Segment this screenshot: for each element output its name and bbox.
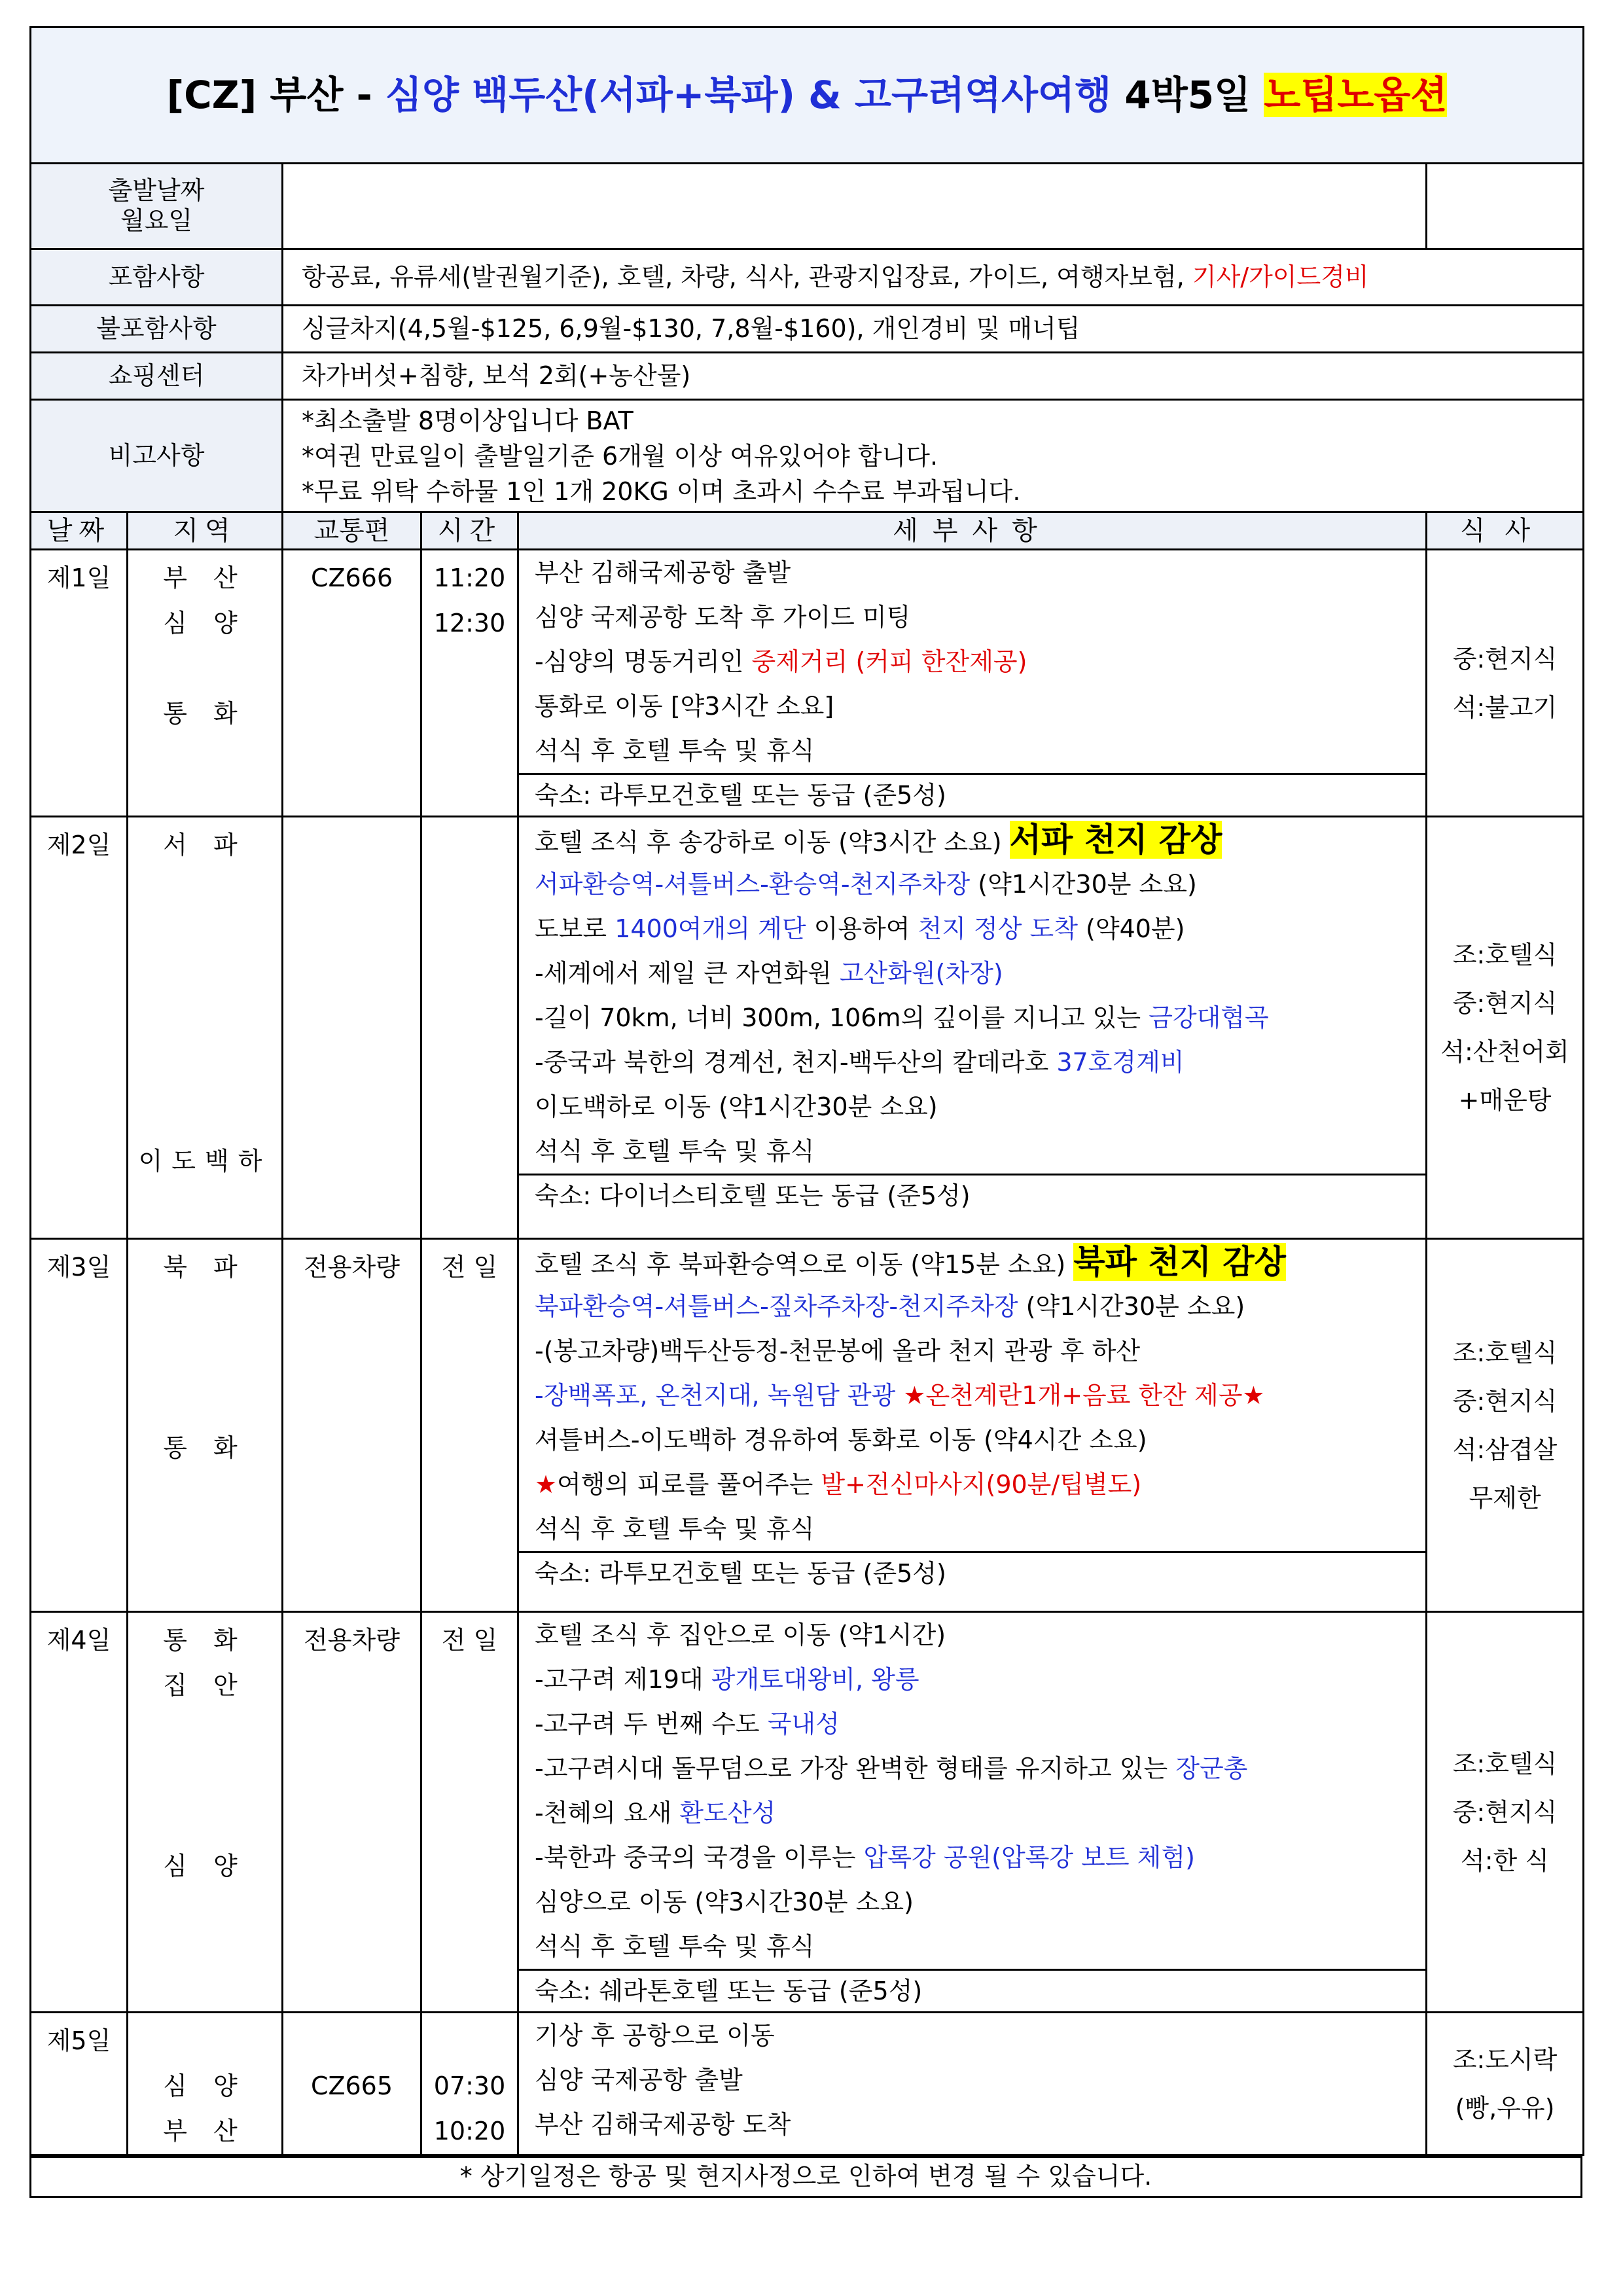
- detail-line: [519, 1462, 1425, 1507]
- detail-segment: 심양 국제공항 출발: [535, 2066, 743, 2094]
- detail-line: [519, 996, 1425, 1040]
- day-details: [518, 1239, 1427, 1612]
- day-label: [31, 817, 128, 1239]
- included-text-red: 기사/가이드경비: [1192, 262, 1369, 291]
- meal-item: 무제한: [1469, 1483, 1541, 1513]
- region-name: 이도백하: [138, 1147, 272, 1175]
- detail-segment: -길이 70km, 너비 300m, 106m의 깊이를 지니고 있는: [535, 1003, 1149, 1032]
- day-label: [31, 1239, 128, 1612]
- detail-segment: 부산 김해국제공항 도착: [535, 2110, 791, 2139]
- included-text: 항공료, 유류세(발권월기준), 호텔, 차량, 식사, 관광지입장료, 가이드, 여행자보험,: [302, 262, 1192, 291]
- remarks-label: 비고사항: [31, 400, 283, 512]
- day-meals: [1427, 817, 1584, 1239]
- region-name: [128, 958, 281, 1003]
- detail-line: [519, 1329, 1425, 1373]
- day-regions: [128, 1612, 283, 2013]
- region-name: [128, 1003, 281, 1049]
- title-duration: 4박5일: [1111, 72, 1264, 117]
- meal-item: 조:도시락: [1452, 2045, 1558, 2074]
- detail-segment: 이용하여: [806, 914, 918, 943]
- detail-segment: 고산화원(차장): [839, 959, 1003, 988]
- day-regions: [128, 817, 283, 1239]
- detail-segment: 북파환승역-셔틀버스-짚차주차장-천지주차장: [535, 1292, 1018, 1321]
- included-label: 포함사항: [31, 249, 283, 306]
- detail-segment: 환도산성: [679, 1799, 776, 1827]
- time-value: 11:20: [433, 564, 506, 592]
- time-value: 10:20: [433, 2117, 506, 2145]
- day-label: [31, 2013, 128, 2155]
- document-title: [31, 27, 1584, 164]
- remarks-value: [283, 400, 1584, 512]
- detail-line: [519, 1507, 1425, 1551]
- detail-segment: 호텔 조식 후 집안으로 이동 (약1시간): [535, 1621, 946, 1649]
- detail-segment: 금강대협곡: [1149, 1003, 1269, 1032]
- departure-label-line2: 월요일: [120, 206, 193, 235]
- meal-item: 중:현지식: [1452, 1797, 1558, 1827]
- detail-line: [519, 862, 1425, 906]
- day-times: [421, 1239, 518, 1612]
- detail-line: [519, 1418, 1425, 1462]
- region-name: [128, 1753, 281, 1799]
- time-value: 07:30: [433, 2072, 506, 2100]
- detail-line: [519, 1702, 1425, 1746]
- detail-segment: 기상 후 공항으로 이동: [535, 2021, 775, 2050]
- day-regions: [128, 550, 283, 817]
- detail-segment: 통화로 이동 [약3시간 소요]: [535, 692, 834, 721]
- detail-line: [519, 550, 1425, 595]
- transport-value: 전용차량: [304, 1253, 400, 1282]
- day-times: [421, 817, 518, 1239]
- detail-line: [519, 1373, 1425, 1418]
- transport-value: 전용차량: [304, 1626, 400, 1655]
- detail-line: [519, 1613, 1425, 1657]
- detail-segment: 광개토대왕비, 왕릉: [711, 1665, 919, 1694]
- day-transport: [283, 2013, 421, 2155]
- detail-segment: -장백폭포, 온천지대, 녹원담 관광: [535, 1381, 904, 1410]
- detail-segment: -고구려 제19대: [535, 1665, 711, 1694]
- detail-segment: 석식 후 호텔 투숙 및 휴식: [535, 1137, 815, 1166]
- detail-segment: 석식 후 호텔 투숙 및 휴식: [535, 1515, 815, 1543]
- detail-line: [519, 2013, 1425, 2058]
- day-number: 제2일: [46, 831, 111, 859]
- detail-line: [519, 1129, 1425, 1174]
- detail-line: [519, 728, 1425, 773]
- detail-segment: (약1시간30분 소요): [970, 870, 1197, 899]
- hotel-stay: 숙소: 라투모건호텔 또는 동급 (준5성): [519, 773, 1425, 816]
- meal-item: 중:현지식: [1452, 644, 1558, 673]
- day-times: [421, 550, 518, 817]
- day-meals: [1427, 2013, 1584, 2155]
- meal-item: 석:산천어회: [1440, 1037, 1569, 1066]
- header-meal: 식사: [1427, 512, 1584, 550]
- day-transport: [283, 550, 421, 817]
- day-number: 제5일: [46, 2026, 111, 2055]
- day-number: 제3일: [46, 1253, 111, 1282]
- detail-segment: 여행의 피로를 풀어주는: [557, 1470, 821, 1499]
- meal-item: 조:호텔식: [1452, 941, 1558, 969]
- transport-value: [283, 2018, 420, 2064]
- detail-segment: 석식 후 호텔 투숙 및 휴식: [535, 1932, 815, 1961]
- region-name: 북 파: [163, 1253, 247, 1282]
- region-name: [128, 1094, 281, 1139]
- detail-segment: -(봉고차량)백두산등정-천문봉에 올라 천지 관광 후 하산: [535, 1336, 1141, 1365]
- detail-segment: -세계에서 제일 큰 자연화원: [535, 959, 840, 988]
- departure-value-b[interactable]: [1427, 164, 1584, 249]
- itinerary-table: [29, 26, 1584, 2156]
- detail-segment: 37호경계비: [1056, 1048, 1185, 1077]
- remark-line: *무료 위탁 수하물 1인 1개 20KG 이며 초과시 수수료 부과됩니다.: [302, 476, 1021, 506]
- detail-line: [519, 817, 1425, 862]
- region-name: 통 화: [163, 1626, 247, 1655]
- detail-segment: 북파 천지 감상: [1073, 1243, 1286, 1281]
- region-name: 서 파: [163, 831, 247, 859]
- header-transport: 교통편: [283, 512, 421, 550]
- day-times: [421, 2013, 518, 2155]
- region-name: [128, 1799, 281, 1844]
- region-name: [128, 1708, 281, 1753]
- detail-line: [519, 906, 1425, 951]
- header-date: 날짜: [31, 512, 128, 550]
- day-label: [31, 1612, 128, 2013]
- remark-line: *최소출발 8명이상입니다 BAT: [302, 406, 633, 435]
- time-value: 12:30: [433, 609, 506, 637]
- day-label: [31, 550, 128, 817]
- meal-item: 중:현지식: [1452, 989, 1558, 1018]
- meal-item: 석:불고기: [1452, 692, 1558, 722]
- departure-label-line1: 출발날짜: [108, 176, 205, 206]
- detail-segment: 서파 천지 감상: [1009, 821, 1222, 859]
- header-detail: 세부사항: [518, 512, 1427, 550]
- detail-segment: 호텔 조식 후 북파환승역으로 이동 (약15분 소요): [535, 1250, 1074, 1279]
- hotel-stay: 숙소: 라투모건호텔 또는 동급 (준5성): [519, 1551, 1425, 1594]
- region-name: [128, 913, 281, 958]
- detail-segment: 셔틀버스-이도백하 경유하여 통화로 이동 (약4시간 소요): [535, 1426, 1147, 1454]
- detail-segment: (약1시간30분 소요): [1018, 1292, 1245, 1321]
- detail-segment: ★: [535, 1470, 558, 1499]
- detail-line: [519, 1924, 1425, 1969]
- detail-segment: 심양 국제공항 도착 후 가이드 미팅: [535, 603, 911, 632]
- detail-segment: 석식 후 호텔 투숙 및 휴식: [535, 736, 815, 765]
- detail-segment: 장군총: [1175, 1754, 1248, 1783]
- day-transport: [283, 1612, 421, 2013]
- region-name: 부 산: [163, 564, 247, 592]
- title-route: 심양 백두산(서파+북파) & 고구려역사여행: [385, 72, 1112, 117]
- day-row: [31, 1239, 1584, 1612]
- detail-segment: 서파환승역-셔틀버스-환승역-천지주차장: [535, 870, 971, 899]
- region-name: 집 안: [163, 1671, 247, 1700]
- day-number: 제1일: [46, 564, 111, 592]
- excluded-label: 불포함사항: [31, 306, 283, 353]
- time-value: 전 일: [441, 1253, 498, 1282]
- detail-segment: 중제거리 (커피 한잔제공): [751, 647, 1027, 676]
- title-prefix: [CZ] 부산 -: [166, 72, 385, 117]
- meal-item: 석:한 식: [1461, 1846, 1550, 1875]
- detail-segment: 호텔 조식 후 송강하로 이동 (약3시간 소요): [535, 828, 1010, 857]
- header-time: 시간: [421, 512, 518, 550]
- day-details: [518, 550, 1427, 817]
- detail-segment: 국내성: [767, 1710, 840, 1738]
- day-row: [31, 1612, 1584, 2013]
- time-value: [422, 2018, 517, 2064]
- detail-line: [519, 1657, 1425, 1702]
- detail-line: [519, 951, 1425, 996]
- excluded-value: 싱글차지(4,5월-$125, 6,9월-$130, 7,8월-$160), 개인경비 및 매너팁: [283, 306, 1584, 353]
- detail-segment: 부산 김해국제공항 출발: [535, 558, 791, 587]
- day-times: [421, 1612, 518, 2013]
- detail-line: [519, 2102, 1425, 2147]
- detail-line: [519, 1746, 1425, 1791]
- day-regions: [128, 2013, 283, 2155]
- schedule-header-row: [31, 512, 1584, 550]
- detail-segment: (약40분): [1077, 914, 1185, 943]
- region-name: [128, 1380, 281, 1426]
- detail-segment: ★온천계란1개+음료 한잔 제공★: [903, 1381, 1265, 1410]
- detail-line: [519, 1791, 1425, 1835]
- shopping-label: 쇼핑센터: [31, 353, 283, 400]
- detail-segment: 이도백하로 이동 (약1시간30분 소요): [535, 1092, 938, 1121]
- day-row: [31, 817, 1584, 1239]
- header-region: 지역: [128, 512, 283, 550]
- day-transport: [283, 817, 421, 1239]
- day-details: [518, 1612, 1427, 2013]
- footer-note: * 상기일정은 항공 및 현지사정으로 인하여 변경 될 수 있습니다.: [31, 2157, 1582, 2197]
- region-name: [128, 1335, 281, 1380]
- detail-line: [519, 595, 1425, 639]
- title-badge: 노팁노옵션: [1264, 72, 1448, 117]
- transport-value: CZ666: [310, 564, 393, 592]
- detail-segment: 발+전신마사지(90분/팁별도): [821, 1470, 1142, 1499]
- shopping-value: 차가버섯+침향, 보석 2회(+농산물): [283, 353, 1584, 400]
- detail-line: [519, 1284, 1425, 1329]
- detail-segment: -고구려 두 번째 수도: [535, 1710, 768, 1738]
- footer-table: [29, 2156, 1582, 2198]
- region-name: [128, 1290, 281, 1335]
- detail-line: [519, 684, 1425, 728]
- hotel-stay: 숙소: 쉐라톤호텔 또는 동급 (준5성): [519, 1969, 1425, 2011]
- detail-segment: 도보로: [535, 914, 615, 943]
- region-name: 심 양: [163, 609, 247, 637]
- detail-segment: -북한과 중국의 국경을 이루는: [535, 1843, 864, 1872]
- region-name: 심 양: [163, 2072, 247, 2100]
- meal-item: 조:호텔식: [1452, 1338, 1558, 1367]
- day-regions: [128, 1239, 283, 1612]
- time-value: 전 일: [441, 1626, 498, 1655]
- detail-line: [519, 1085, 1425, 1129]
- detail-line: [519, 2058, 1425, 2102]
- region-name: 통 화: [163, 1433, 247, 1462]
- departure-value-a[interactable]: [283, 164, 1427, 249]
- itinerary-document: [29, 26, 1582, 2198]
- day-meals: [1427, 1239, 1584, 1612]
- detail-segment: -중국과 북한의 경계선, 천지-백두산의 칼데라호: [535, 1048, 1057, 1077]
- transport-value: CZ665: [310, 2072, 393, 2100]
- detail-line: [519, 1240, 1425, 1284]
- day-transport: [283, 1239, 421, 1612]
- detail-segment: -고구려시대 돌무덤으로 가장 완벽한 형태를 유지하고 있는: [535, 1754, 1176, 1783]
- region-name: [128, 646, 281, 691]
- day-meals: [1427, 550, 1584, 817]
- day-details: [518, 2013, 1427, 2155]
- day-number: 제4일: [46, 1626, 111, 1655]
- day-details: [518, 817, 1427, 1239]
- region-name: [128, 868, 281, 913]
- detail-line: [519, 639, 1425, 684]
- region-name: 부 산: [163, 2117, 247, 2145]
- detail-segment: -천혜의 요새: [535, 1799, 680, 1827]
- detail-segment: 심양으로 이동 (약3시간30분 소요): [535, 1888, 914, 1916]
- detail-line: [519, 1040, 1425, 1085]
- hotel-stay: 숙소: 다이너스티호텔 또는 동급 (준5성): [519, 1174, 1425, 1216]
- departure-label: [31, 164, 283, 249]
- remark-line: *여권 만료일이 출발일기준 6개월 이상 여유있어야 합니다.: [302, 441, 938, 471]
- meal-item: 조:호텔식: [1452, 1749, 1558, 1778]
- detail-segment: 압록강 공원(압록강 보트 체험): [863, 1843, 1195, 1872]
- region-name: [128, 2018, 281, 2064]
- region-name: 심 양: [163, 1852, 247, 1880]
- detail-segment: -심양의 명동거리인: [535, 647, 752, 676]
- detail-line: [519, 1880, 1425, 1924]
- included-value: [283, 249, 1584, 306]
- day-meals: [1427, 1612, 1584, 2013]
- meal-item: 중:현지식: [1452, 1386, 1558, 1416]
- detail-line: [519, 1835, 1425, 1880]
- meal-item: +매운탕: [1458, 1086, 1552, 1115]
- region-name: 통 화: [163, 699, 247, 728]
- day-row: [31, 550, 1584, 817]
- detail-segment: 1400여개의 계단: [615, 914, 806, 943]
- meal-item: (빵,우유): [1455, 2093, 1555, 2123]
- detail-segment: 천지 정상 도착: [918, 914, 1078, 943]
- meal-item: 석:삼겹살: [1452, 1435, 1558, 1464]
- day-row: [31, 2013, 1584, 2155]
- region-name: [128, 1049, 281, 1094]
